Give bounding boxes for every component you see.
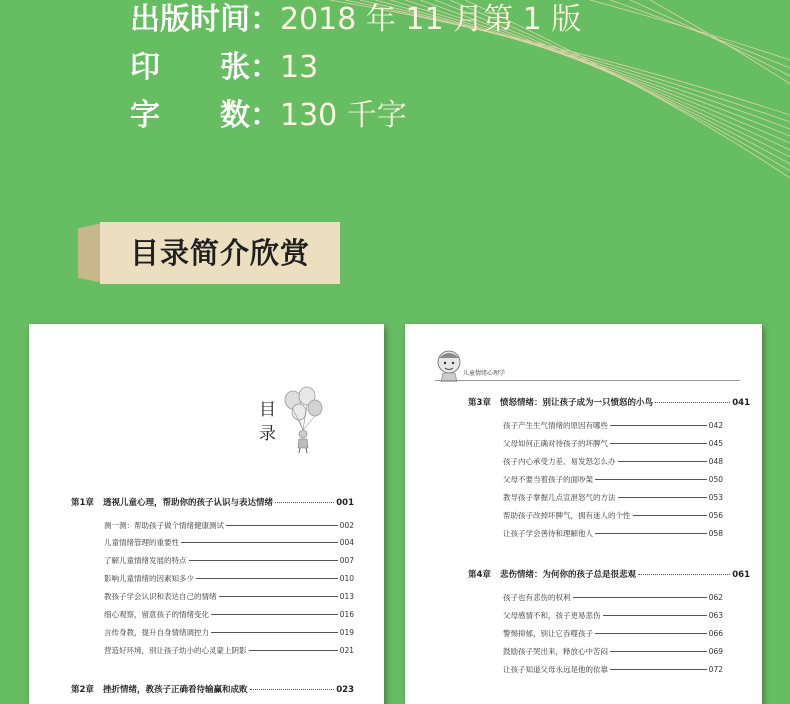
entry-page: 013 xyxy=(339,592,354,601)
entry-page: 045 xyxy=(708,439,723,448)
entry-title: 让孩子学会善待和理解他人 xyxy=(503,529,593,538)
entry-page: 007 xyxy=(339,556,354,565)
entry-page: 063 xyxy=(708,611,723,620)
toc-entry[interactable] xyxy=(503,628,723,639)
toc-entry[interactable] xyxy=(104,555,354,566)
chapter-number: 第3章 xyxy=(468,398,491,408)
dot-leader xyxy=(250,689,335,690)
toc-entry[interactable] xyxy=(104,627,354,638)
child-face-icon xyxy=(435,348,463,382)
chapter-number: 第4章 xyxy=(468,570,491,580)
entry-title: 教孩子学会认识和表达自己的情绪 xyxy=(104,592,217,601)
chapter-number: 第1章 xyxy=(71,498,94,508)
entry-title: 鼓励孩子哭出来，释放心中苦闷 xyxy=(503,647,608,656)
chapter-number: 第2章 xyxy=(71,685,94,695)
leader-line xyxy=(618,497,707,498)
info-label: 出版时间： xyxy=(130,2,280,37)
entry-title: 儿童情绪管理的重要性 xyxy=(104,538,179,547)
info-value: 130 千字 xyxy=(280,98,407,133)
entry-title: 细心观察，留意孩子的情绪变化 xyxy=(104,610,209,619)
section-banner xyxy=(78,222,340,284)
leader-line xyxy=(595,479,707,480)
entry-page: 002 xyxy=(339,521,354,530)
entry-title: 孩子也有悲伤的权利 xyxy=(503,593,571,602)
entry-page: 069 xyxy=(708,647,723,656)
toc-chapter[interactable] xyxy=(71,496,354,508)
entry-title: 父母感情不和，孩子更易悲伤 xyxy=(503,611,601,620)
leader-line xyxy=(196,578,338,579)
entry-title: 了解儿童情绪发展的特点 xyxy=(104,556,187,565)
leader-line xyxy=(603,615,707,616)
toc-entry[interactable] xyxy=(503,492,723,503)
entry-title: 父母不要当着孩子的面吵架 xyxy=(503,475,593,484)
toc-entry[interactable] xyxy=(104,573,354,584)
banner-title: 目录简介欣赏 xyxy=(130,236,311,270)
toc-entry[interactable] xyxy=(503,646,723,657)
leader-line xyxy=(249,650,338,651)
toc-entry[interactable] xyxy=(503,438,723,449)
entry-title: 营造好环境，别让孩子幼小的心灵蒙上阴影 xyxy=(104,646,247,655)
entry-page: 056 xyxy=(708,511,723,520)
leader-line xyxy=(181,542,338,543)
balloons-illustration-icon xyxy=(277,386,327,454)
entry-title: 父母如何正确对待孩子的坏脾气 xyxy=(503,439,608,448)
info-row-publish-date xyxy=(130,0,581,40)
toc-page-right xyxy=(405,324,762,704)
toc-heading-char-1: 目 xyxy=(259,400,276,420)
toc-entry[interactable] xyxy=(104,645,354,656)
info-row-sheets xyxy=(130,48,318,88)
toc-entry[interactable] xyxy=(503,420,723,431)
toc-entry[interactable] xyxy=(503,592,723,603)
entry-title: 警惕抑郁，别让它吞噬孩子 xyxy=(503,629,593,638)
toc-chapter[interactable] xyxy=(468,396,750,408)
entry-page: 010 xyxy=(339,574,354,583)
toc-entry[interactable] xyxy=(104,609,354,620)
chapter-page: 041 xyxy=(732,398,750,408)
toc-entry[interactable] xyxy=(104,591,354,602)
entry-page: 021 xyxy=(339,646,354,655)
toc-entry[interactable] xyxy=(503,664,723,675)
entry-page: 042 xyxy=(708,421,723,430)
dot-leader xyxy=(655,402,730,403)
leader-line xyxy=(610,443,707,444)
info-value: 13 xyxy=(280,50,319,85)
info-row-word-count xyxy=(130,96,407,136)
toc-heading-char-2: 录 xyxy=(259,424,276,444)
chapter-title: 愤怒情绪：别让孩子成为一只愤怒的小鸟 xyxy=(500,398,654,408)
leader-line xyxy=(226,525,338,526)
toc-chapter[interactable] xyxy=(468,568,750,580)
toc-entry[interactable] xyxy=(104,537,354,548)
entry-title: 教导孩子掌握几点宣泄怒气的方法 xyxy=(503,493,616,502)
chapter-title: 透视儿童心理，帮助你的孩子认识与表达情绪 xyxy=(103,498,274,508)
chapter-page: 061 xyxy=(732,570,750,580)
entry-page: 066 xyxy=(708,629,723,638)
leader-line xyxy=(211,614,338,615)
entry-page: 053 xyxy=(708,493,723,502)
entry-page: 016 xyxy=(339,610,354,619)
leader-line xyxy=(618,461,707,462)
entry-page: 072 xyxy=(708,665,723,674)
entry-page: 062 xyxy=(708,593,723,602)
entry-title: 孩子产生生气情绪的原因有哪些 xyxy=(503,421,608,430)
toc-entry[interactable] xyxy=(104,520,354,531)
entry-title: 孩子内心承受力差、易发怒怎么办 xyxy=(503,457,616,466)
leader-line xyxy=(610,669,707,670)
chapter-title: 挫折情绪，教孩子正确看待输赢和成败 xyxy=(103,685,248,695)
leader-line xyxy=(573,597,707,598)
entry-page: 019 xyxy=(339,628,354,637)
leader-line xyxy=(633,515,707,516)
leader-line xyxy=(595,633,707,634)
chapter-page: 001 xyxy=(336,498,354,508)
dot-leader xyxy=(275,502,334,503)
entry-title: 让孩子知道父母永远是他的依靠 xyxy=(503,665,608,674)
entry-title: 帮助孩子改掉坏脾气，拥有迷人的个性 xyxy=(503,511,631,520)
toc-entry[interactable] xyxy=(503,510,723,521)
leader-line xyxy=(610,651,707,652)
entry-page: 048 xyxy=(708,457,723,466)
running-header: 儿童情绪心理学 xyxy=(463,370,506,377)
leader-line xyxy=(189,560,338,561)
dot-leader xyxy=(638,574,730,575)
entry-title: 测一测：帮助孩子做个情绪健康测试 xyxy=(104,521,224,530)
chapter-page: 023 xyxy=(336,685,354,695)
header-divider xyxy=(435,380,740,381)
entry-page: 058 xyxy=(708,529,723,538)
toc-page-left xyxy=(29,324,384,704)
entry-title: 言传身教，提升自身情绪调控力 xyxy=(104,628,209,637)
leader-line xyxy=(219,596,338,597)
toc-entry[interactable] xyxy=(503,474,723,485)
leader-line xyxy=(595,533,707,534)
info-label: 印 张： xyxy=(130,50,280,85)
toc-entry[interactable] xyxy=(503,610,723,621)
toc-entry[interactable] xyxy=(503,528,723,539)
info-value: 2018 年 11 月第 1 版 xyxy=(280,2,582,37)
leader-line xyxy=(211,632,338,633)
entry-title: 影响儿童情绪的因素知多少 xyxy=(104,574,194,583)
entry-page: 050 xyxy=(708,475,723,484)
chapter-title: 悲伤情绪：为何你的孩子总是很悲观 xyxy=(500,570,637,580)
toc-entry[interactable] xyxy=(503,456,723,467)
entry-page: 004 xyxy=(339,538,354,547)
leader-line xyxy=(610,425,707,426)
info-label: 字 数： xyxy=(130,98,280,133)
toc-chapter[interactable] xyxy=(71,683,354,695)
